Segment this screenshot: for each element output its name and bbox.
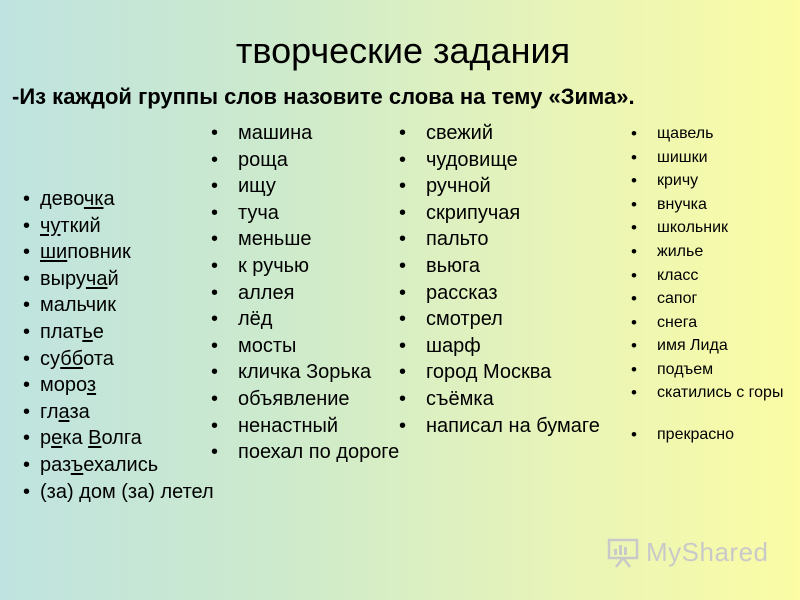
list-item: • туча bbox=[238, 200, 399, 227]
word-part: ка bbox=[62, 427, 89, 450]
word-part: й bbox=[107, 267, 119, 290]
list-item: • город Москва bbox=[426, 359, 600, 386]
list-item: • школьник bbox=[657, 218, 787, 242]
underlined-letters: е bbox=[51, 427, 63, 450]
list-item: • роща bbox=[238, 147, 399, 174]
list-item: • ручной bbox=[426, 173, 600, 200]
word-part: за bbox=[69, 400, 90, 423]
list-item: • мосты bbox=[238, 333, 399, 360]
word-part: (за) дом (за) летел bbox=[40, 480, 214, 503]
list-item: • съёмка bbox=[426, 386, 600, 413]
word-part: раз bbox=[40, 453, 71, 476]
word-part: чик bbox=[85, 294, 116, 317]
slide-title: творческие задания bbox=[235, 30, 571, 71]
word-part: ткий bbox=[60, 214, 101, 237]
list-item: • аллея bbox=[238, 280, 399, 307]
list-item: • ненастный bbox=[238, 413, 399, 440]
logo-text: MyShared bbox=[646, 536, 769, 567]
underlined-letters: В bbox=[88, 427, 102, 450]
word-part: повник bbox=[67, 241, 131, 264]
list-item: • сапог bbox=[657, 289, 787, 313]
list-item: • поехал по дороге bbox=[238, 439, 399, 466]
list-item: • кричу bbox=[657, 171, 787, 195]
list-item: • имя Лида bbox=[657, 336, 787, 360]
list-item: • машина bbox=[238, 120, 399, 147]
word-part: олга bbox=[101, 427, 142, 450]
word-list-3 bbox=[426, 120, 600, 439]
list-item: • шарф bbox=[426, 333, 600, 360]
list-item: • кличка Зорька bbox=[238, 359, 399, 386]
list-item bbox=[40, 452, 214, 479]
list-item: • прекрасно bbox=[657, 425, 787, 449]
presentation-board-icon bbox=[606, 535, 640, 569]
word-part: дево bbox=[40, 188, 84, 210]
underlined-letters: ь bbox=[82, 320, 93, 343]
word-part: ота bbox=[83, 347, 114, 370]
list-item: • подъем bbox=[657, 360, 787, 384]
list-item: • ищу bbox=[238, 173, 399, 200]
list-item: • щавель bbox=[657, 124, 787, 148]
list-item bbox=[40, 479, 214, 506]
underlined-letters: а bbox=[58, 400, 70, 423]
list-item bbox=[40, 213, 214, 240]
word-list-4 bbox=[657, 124, 787, 448]
list-item: • шишки bbox=[657, 148, 787, 172]
underlined-letters: ча bbox=[85, 267, 108, 290]
word-part: а bbox=[103, 188, 115, 210]
list-item: • смотрел bbox=[426, 306, 600, 333]
word-part: гл bbox=[40, 400, 59, 423]
list-item: • внучка bbox=[657, 195, 787, 219]
list-item bbox=[40, 319, 214, 346]
list-item: • рассказ bbox=[426, 280, 600, 307]
word-list-2 bbox=[238, 120, 399, 466]
word-list-1 bbox=[40, 186, 214, 505]
myshared-logo bbox=[606, 534, 769, 570]
list-item: • скрипучая bbox=[426, 200, 600, 227]
list-item: • объявление bbox=[238, 386, 399, 413]
list-item: • класс bbox=[657, 266, 787, 290]
list-item: • написал на бумаге bbox=[426, 413, 600, 440]
word-part: р bbox=[40, 427, 52, 450]
list-item bbox=[40, 266, 214, 293]
list-item: • снега bbox=[657, 313, 787, 337]
underlined-letters: з bbox=[86, 374, 97, 397]
list-item: • вьюга bbox=[426, 253, 600, 280]
list-item: • лёд bbox=[238, 306, 399, 333]
list-item bbox=[40, 292, 214, 319]
word-part: ехались bbox=[83, 453, 159, 476]
word-part: маль bbox=[40, 294, 86, 317]
list-item: • чудовище bbox=[426, 147, 600, 174]
word-part: плат bbox=[40, 320, 83, 343]
underlined-letters: бб bbox=[60, 347, 84, 370]
word-part: выру bbox=[40, 267, 86, 290]
list-item: • к ручью bbox=[238, 253, 399, 280]
list-item: • скатились с горы bbox=[657, 384, 787, 425]
list-item bbox=[40, 372, 214, 399]
word-part: су bbox=[40, 347, 61, 370]
list-item bbox=[40, 425, 214, 452]
word-part: моро bbox=[40, 374, 87, 397]
word-part: е bbox=[92, 320, 104, 343]
slide-subtitle: -Из каждой группы слов назовите слова на тему «Зима». bbox=[12, 84, 635, 109]
list-item: • жилье bbox=[657, 242, 787, 266]
list-item: • пальто bbox=[426, 226, 600, 253]
underlined-letters: чу bbox=[40, 214, 61, 237]
list-item bbox=[40, 399, 214, 426]
list-item bbox=[40, 186, 214, 213]
list-item bbox=[40, 346, 214, 373]
list-item: • свежий bbox=[426, 120, 600, 147]
underlined-letters: чк bbox=[83, 188, 104, 210]
list-item: • меньше bbox=[238, 226, 399, 253]
underlined-letters: ъ bbox=[70, 453, 84, 476]
list-item bbox=[40, 239, 214, 266]
underlined-letters: ши bbox=[40, 241, 68, 264]
